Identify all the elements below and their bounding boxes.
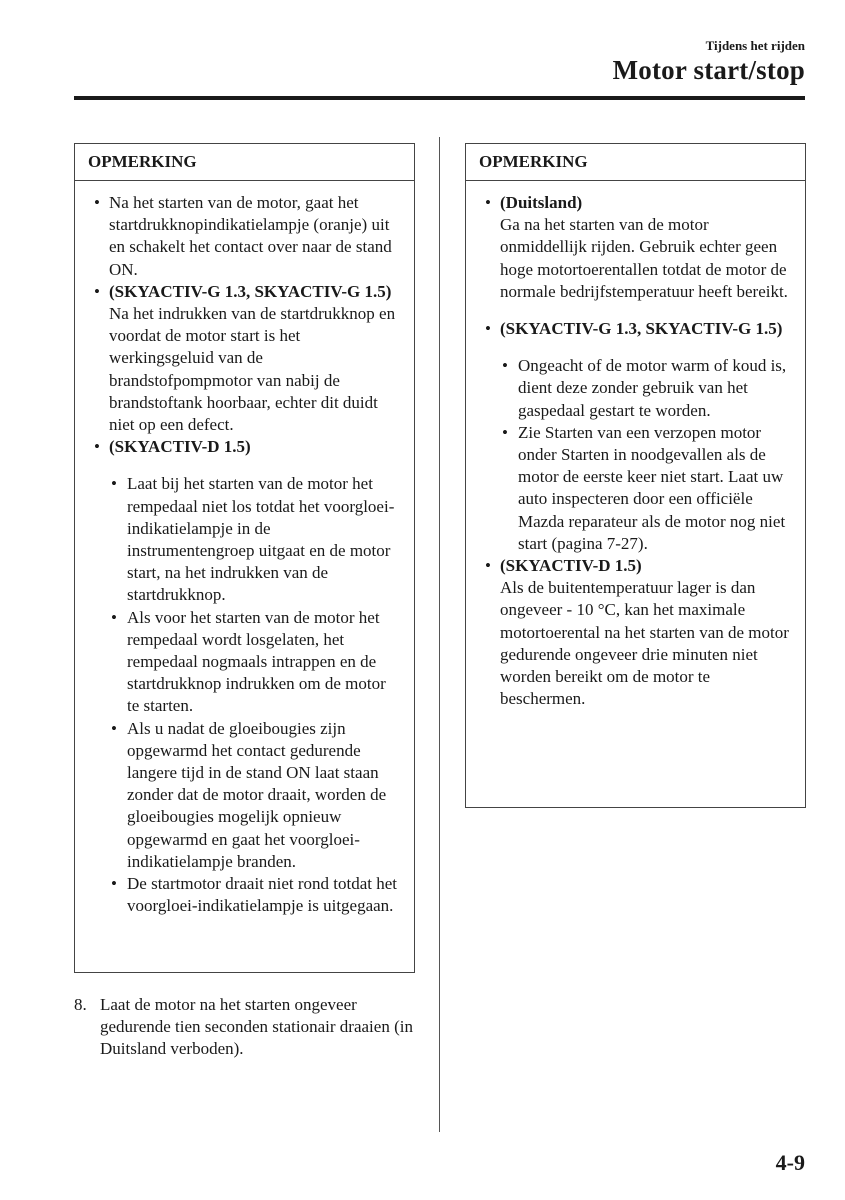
left-bullet-1-text: Na het starten van de motor, gaat het startdrukknopindikatielampje (oranje) uit en schakelt het contact over naar de stand ON. xyxy=(109,193,392,279)
bullet-icon: • xyxy=(502,356,508,376)
step-8 xyxy=(74,994,414,1061)
right-note-heading: OPMERKING xyxy=(466,144,805,181)
right-sub-bullet-2 xyxy=(478,422,793,555)
right-bullet-1-head: (Duitsland) xyxy=(500,193,583,212)
left-bullet-2 xyxy=(87,281,402,436)
bullet-icon: • xyxy=(94,193,100,212)
right-bullet-3-head: (SKYACTIV-D 1.5) xyxy=(500,556,642,576)
left-bullet-1 xyxy=(87,192,402,281)
page-number: 4-9 xyxy=(775,1150,805,1175)
bullet-icon: • xyxy=(111,474,117,494)
left-bullet-2-head: (SKYACTIV-G 1.3, SKYACTIV-G 1.5) xyxy=(109,281,392,301)
left-sub-bullet-4 xyxy=(87,873,402,917)
bullet-icon: • xyxy=(485,556,491,576)
page-title: Motor start/stop xyxy=(612,55,805,85)
left-bullet-3 xyxy=(87,436,402,458)
left-note-box xyxy=(74,143,415,973)
right-bullet-1-text: Ga na het starten van de motor onmiddellijk rijden. Gebruik echter geen hoge motortoerentallen totdat de motor de normale bedrijfstemperatuur heeft bereikt. xyxy=(500,215,788,301)
bullet-icon: • xyxy=(94,437,100,457)
bullet-icon: • xyxy=(111,607,117,627)
bullet-icon: • xyxy=(485,319,491,339)
bullet-icon: • xyxy=(94,281,100,301)
left-note-heading: OPMERKING xyxy=(75,144,414,181)
bullet-icon: • xyxy=(111,718,117,738)
section-label: Tijdens het rijden xyxy=(705,38,805,53)
left-sub-bullet-1-text: Laat bij het starten van de motor het rempedaal niet los totdat het voorgloei-indikatielampje in de instrumentengroep uitgaat en de motor start, na het indrukken van de startdrukknop. xyxy=(127,474,395,605)
left-sub-bullet-3-text: Als u nadat de gloeibougies zijn opgewarmd het contact gedurende langere tijd in de stand ON laat staan zonder dat de motor draait, worden de gloeibougies mogelijk opnieuw opgewarmd en gaat het voorgloei-indikatielampje branden. xyxy=(127,718,387,871)
right-sub-bullet-1-text: Ongeacht of de motor warm of koud is, dient deze zonder gebruik van het gaspedaal gestart te worden. xyxy=(518,356,787,420)
left-bullet-2-text: Na het indrukken van de startdrukknop en voordat de motor start is het werkingsgeluid van de brandstofpompmotor van nabij de brandstoftank hoorbaar, echter dit duidt niet op een defect. xyxy=(109,304,396,435)
spacer xyxy=(478,340,793,355)
spacer xyxy=(478,303,793,318)
bullet-icon: • xyxy=(502,422,508,442)
left-sub-bullet-2-text: Als voor het starten van de motor het rempedaal wordt losgelaten, het rempedaal nogmaals intrappen en de startdrukknop indrukken om de motor te starten. xyxy=(127,607,386,716)
left-sub-bullet-3 xyxy=(87,718,402,873)
right-sub-bullet-1 xyxy=(478,355,793,422)
step-text: Laat de motor na het starten ongeveer gedurende tien seconden stationair draaien (in Duitsland verboden). xyxy=(100,995,413,1059)
left-note-body xyxy=(75,181,414,930)
right-bullet-2 xyxy=(478,318,793,340)
left-sub-bullet-4-text: De startmotor draait niet rond totdat het voorgloei-indikatielampje is uitgegaan. xyxy=(127,874,398,916)
right-bullet-1 xyxy=(478,192,793,303)
right-sub-bullet-2-text: Zie Starten van een verzopen motor onder Starten in noodgevallen als de motor de eerste keer niet start. Laat uw auto inspecteren door een officiële Mazda reparateur als de motor nog niet start (pagina 7-27). xyxy=(518,422,786,553)
right-bullet-2-head: (SKYACTIV-G 1.3, SKYACTIV-G 1.5) xyxy=(500,319,783,339)
left-sub-bullet-2 xyxy=(87,607,402,718)
spacer xyxy=(87,458,402,473)
right-note-box xyxy=(465,143,806,808)
bullet-icon: • xyxy=(485,193,491,212)
left-bullet-3-head: (SKYACTIV-D 1.5) xyxy=(109,437,251,457)
column-divider xyxy=(439,137,440,1132)
header-rule xyxy=(74,96,805,100)
right-bullet-3-text: Als de buitentemperatuur lager is dan ongeveer - 10 °C, kan het maximale motortoerental na het starten van de motor gedurende ongeveer drie minuten niet worden bereikt om de motor te beschermen. xyxy=(500,578,789,709)
bullet-icon: • xyxy=(111,874,117,894)
right-note-body xyxy=(466,181,805,722)
left-sub-bullet-1 xyxy=(87,473,402,606)
right-bullet-3 xyxy=(478,555,793,710)
step-number: 8. xyxy=(74,995,87,1014)
